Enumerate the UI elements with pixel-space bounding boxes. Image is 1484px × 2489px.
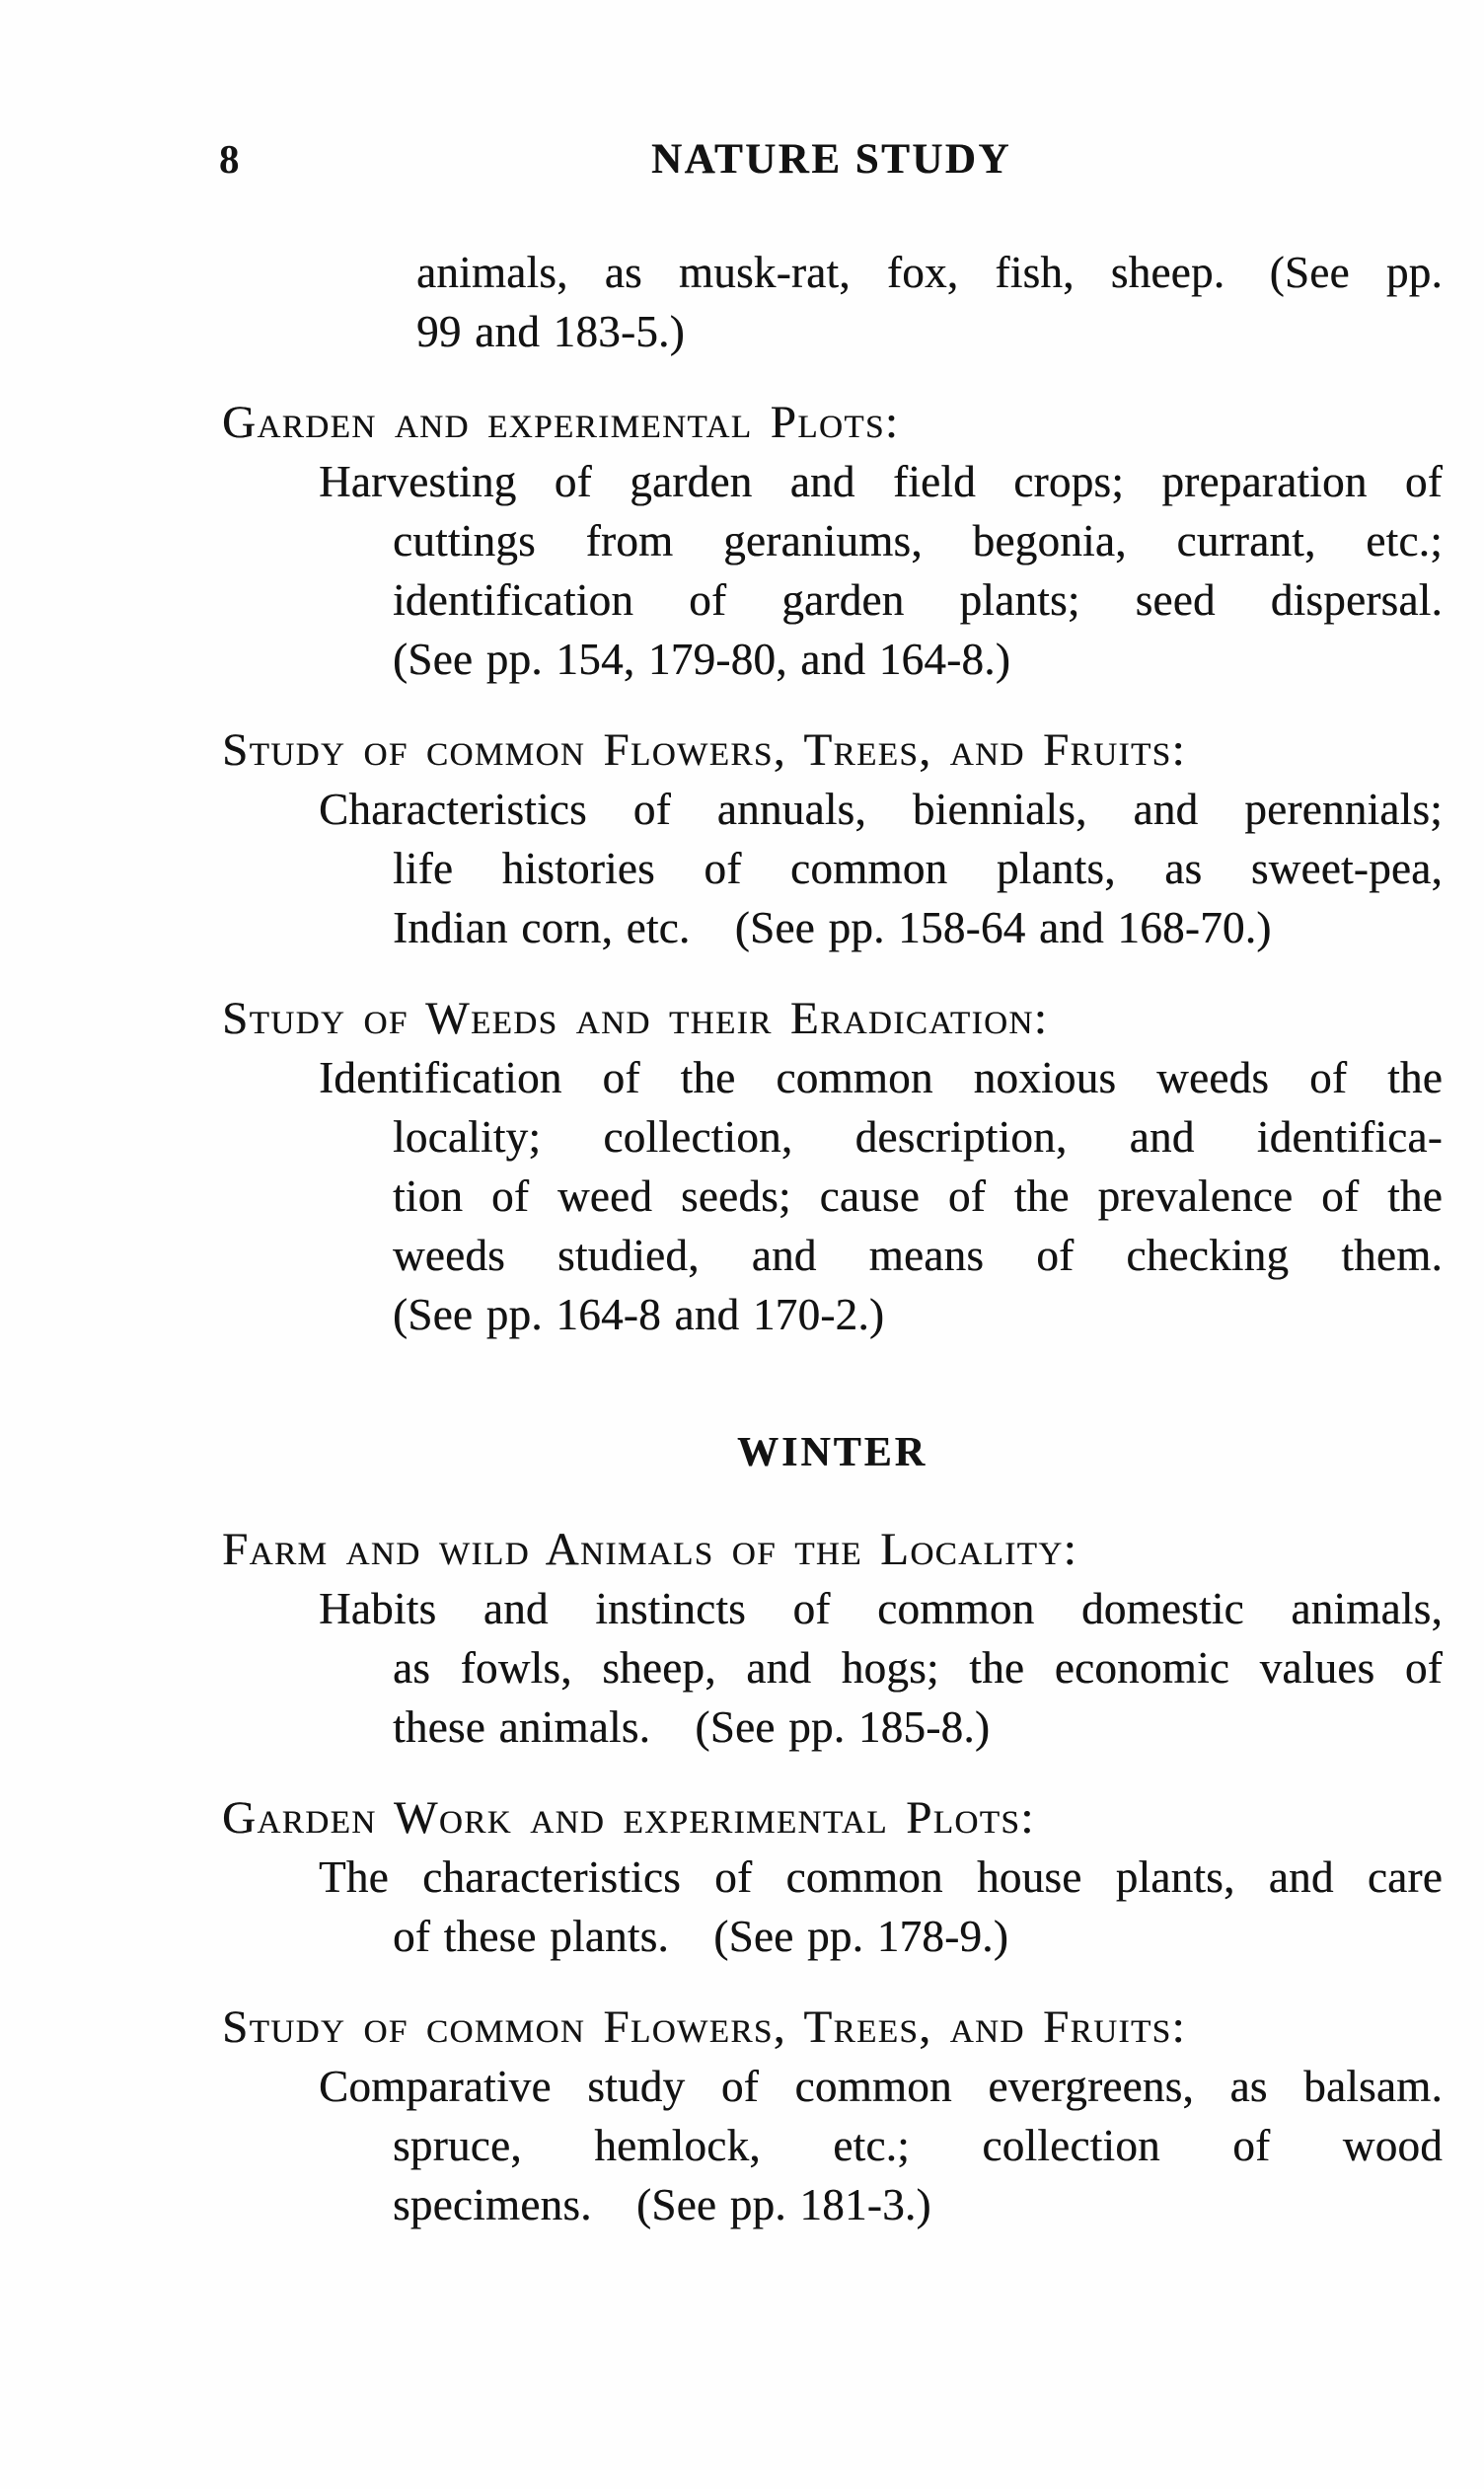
text-line: Characteristics of annuals, biennials, and perennials;: [319, 785, 1443, 834]
syllabus-entry: [222, 720, 1443, 957]
text-line: (See pp. 164-8 and 170-2.): [393, 1290, 885, 1339]
text-line: Indian corn, etc. (See pp. 158-64 and 168-70.): [393, 903, 1272, 952]
entry-heading: Study of common Flowers, Trees, and Fruits:: [222, 724, 1187, 776]
text-line: locality; collection, description, and identifica-: [393, 1112, 1443, 1162]
text-line: cuttings from geraniums, begonia, currant, etc.;: [393, 516, 1443, 566]
text-line: as fowls, sheep, and hogs; the economic values of: [393, 1643, 1443, 1693]
text-line: tion of weed seeds; cause of the prevalence of the: [393, 1171, 1443, 1221]
syllabus-entry: [222, 393, 1443, 689]
intro-paragraph: [222, 243, 1443, 361]
text-line: Identification of the common noxious weeds of the: [319, 1053, 1443, 1102]
syllabus-entry: [222, 1998, 1443, 2234]
text-line: Harvesting of garden and field crops; preparation of: [319, 457, 1443, 506]
entry-heading: Garden and experimental Plots:: [222, 397, 900, 448]
text-line: weeds studied, and means of checking them.: [393, 1231, 1443, 1280]
season-heading: WINTER: [736, 1430, 928, 1475]
text-line: Habits and instincts of common domestic animals,: [319, 1584, 1443, 1633]
entry-heading: Garden Work and experimental Plots:: [222, 1792, 1035, 1844]
text-line: 99 and 183-5.): [416, 307, 685, 356]
page-number: 8: [219, 136, 240, 182]
syllabus-entry: [222, 1788, 1443, 1966]
text-line: Comparative study of common evergreens, as balsam.: [319, 2062, 1443, 2111]
text-line: identification of garden plants; seed dispersal.: [393, 575, 1443, 625]
text-line: animals, as musk-rat, fox, fish, sheep. (See pp.: [416, 248, 1443, 297]
entry-heading: Study of common Flowers, Trees, and Fruits:: [222, 2001, 1187, 2053]
text-line: of these plants. (See pp. 178-9.): [393, 1912, 1009, 1961]
text-line: life histories of common plants, as sweet-pea,: [393, 844, 1443, 893]
syllabus-entry: [222, 1520, 1443, 1757]
text-line: specimens. (See pp. 181-3.): [393, 2180, 931, 2229]
page-content: [222, 243, 1443, 2234]
text-line: these animals. (See pp. 185-8.): [393, 1702, 991, 1752]
syllabus-entry: [222, 989, 1443, 1344]
text-line: spruce, hemlock, etc.; collection of wood: [393, 2121, 1443, 2170]
entry-heading: Farm and wild Animals of the Locality:: [222, 1524, 1078, 1575]
text-line: The characteristics of common house plants, and care: [319, 1852, 1443, 1902]
entry-heading: Study of Weeds and their Eradication:: [222, 993, 1049, 1044]
text-line: (See pp. 154, 179-80, and 164-8.): [393, 635, 1011, 684]
running-title: NATURE STUDY: [651, 136, 1011, 183]
